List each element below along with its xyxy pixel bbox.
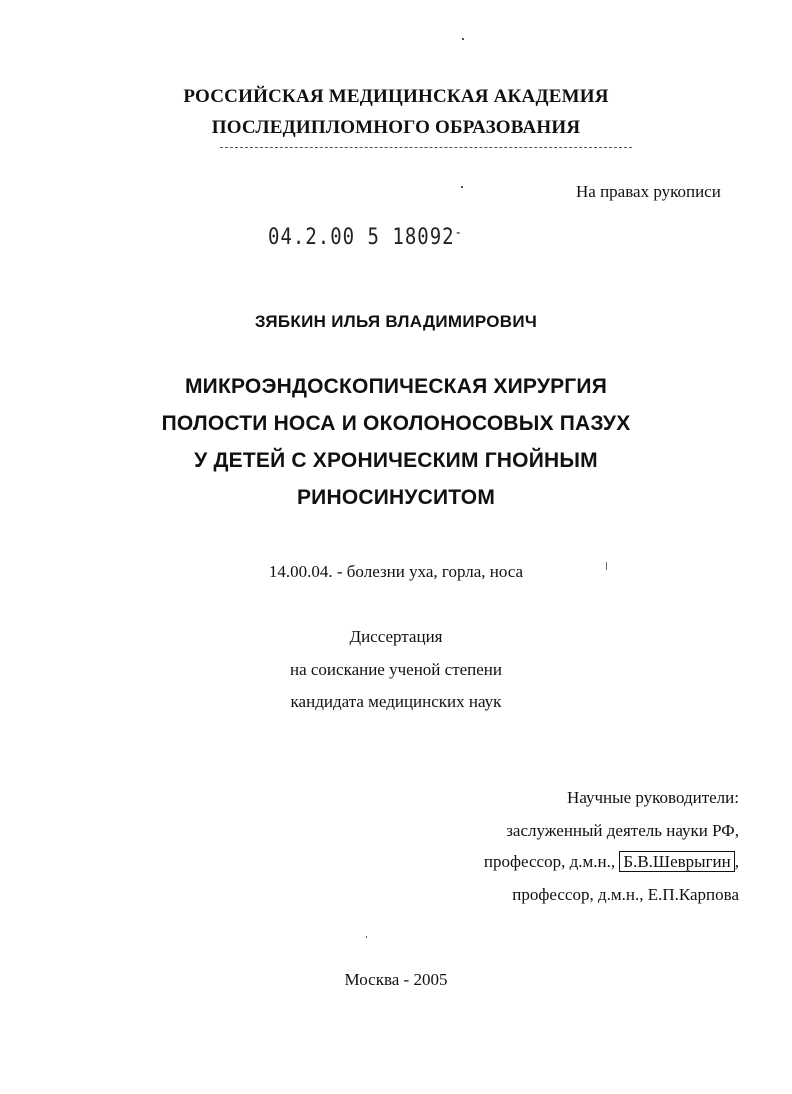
title-line-1: МИКРОЭНДОСКОПИЧЕСКАЯ ХИРУРГИЯ <box>184 375 607 398</box>
title-line-4: РИНОСИНУСИТОМ <box>296 486 496 509</box>
supervisors-heading: Научные руководители: <box>567 788 739 807</box>
rights-note: На правах рукописи <box>576 182 721 201</box>
scan-speck <box>461 186 463 188</box>
registration-stamp <box>268 224 463 249</box>
scan-speck <box>366 936 367 938</box>
supervisor-1-name-box: Б.В.Шеврыгин <box>619 851 734 872</box>
scan-speck <box>462 38 464 40</box>
dissertation-label: Диссертация <box>349 627 443 646</box>
supervisor-honor: заслуженный деятель науки РФ, <box>506 821 739 840</box>
stamp-dash: - <box>454 224 463 241</box>
stamp-number: 04.2.00 5 18092 <box>268 224 455 250</box>
supervisor-1-comma: , <box>734 852 739 871</box>
supervisor-1 <box>484 852 739 872</box>
org-name-line1: РОССИЙСКАЯ МЕДИЦИНСКАЯ АКАДЕМИЯ <box>183 86 609 107</box>
supervisor-1-title: профессор, д.м.н., <box>483 852 616 871</box>
org-name-line2: ПОСЛЕДИПЛОМНОГО ОБРАЗОВАНИЯ <box>211 117 581 138</box>
author-name: ЗЯБКИН ИЛЬЯ ВЛАДИМИРОВИЧ <box>254 312 538 331</box>
city-year: Москва - 2005 <box>344 970 448 989</box>
degree-line: на соискание ученой степени <box>289 660 503 679</box>
title-line-3: У ДЕТЕЙ С ХРОНИЧЕСКИМ ГНОЙНЫМ <box>194 449 598 472</box>
specialty-code: 14.00.04. - болезни уха, горла, носа <box>268 562 524 581</box>
degree-field: кандидата медицинских наук <box>290 692 502 711</box>
title-line-2: ПОЛОСТИ НОСА И ОКОЛОНОСОВЫХ ПАЗУХ <box>161 412 631 435</box>
header-divider <box>220 147 632 148</box>
supervisor-2: профессор, д.м.н., Е.П.Карпова <box>512 885 739 904</box>
